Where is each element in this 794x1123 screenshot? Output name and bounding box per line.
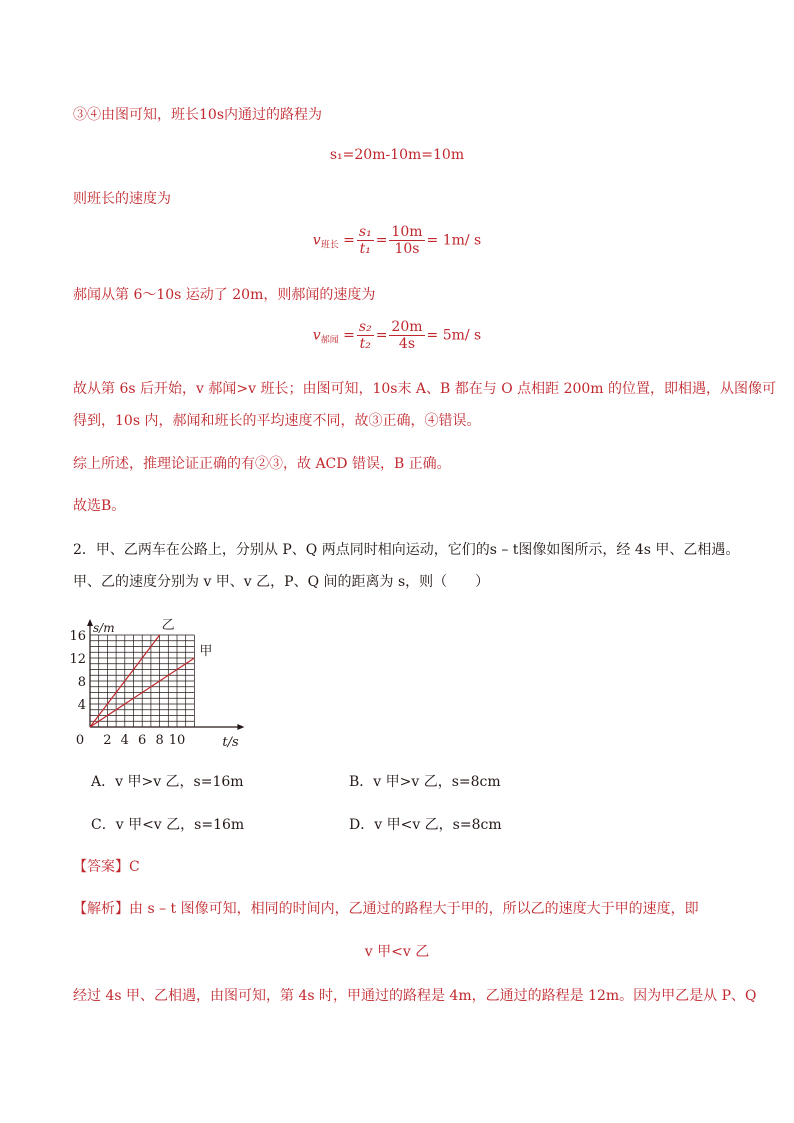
equation: v 甲<v 乙 — [364, 944, 430, 960]
x-tick-label: 6 — [138, 733, 147, 748]
y-tick-label: 8 — [77, 675, 86, 690]
option-c: C．v 甲<v 乙，s=16m — [91, 817, 245, 833]
option-a: A．v 甲>v 乙，s=16m — [91, 774, 244, 790]
option-d: D．v 甲<v 乙，s=8cm — [349, 817, 502, 833]
answer-label: 【答案】 — [73, 859, 129, 875]
series-label: 乙 — [161, 618, 175, 633]
analysis-next: 经过 4s 甲、乙相遇，由图可知，第 4s 时，甲通过的路程是 4m，乙通过的路程是 12m。因为甲乙是从 P、Q — [73, 988, 757, 1004]
answer — [73, 856, 140, 876]
equation: s₁=20m-10m=10m — [329, 147, 465, 163]
question-line: 甲、乙的速度分别为 v 甲、v 乙，P、Q 间的距离为 s，则（ ） — [73, 574, 490, 590]
y-tick-label: 4 — [77, 698, 86, 713]
analysis-label: 【解析】 — [73, 901, 129, 917]
series-label: 甲 — [199, 644, 213, 659]
paragraph: 则班长的速度为 — [73, 191, 171, 207]
y-tick-label: 16 — [69, 629, 86, 644]
y-tick-label: 12 — [69, 652, 86, 667]
answer-value: C — [129, 859, 140, 875]
x-tick-label: 8 — [155, 733, 164, 748]
paragraph: 郝闻从第 6～10s 运动了 20m，则郝闻的速度为 — [73, 287, 376, 303]
analysis — [73, 898, 699, 918]
question-line: 2．甲、乙两车在公路上，分别从 P、Q 两点同时相向运动，它们的s – t图像如图所示，经 4s 甲、乙相遇。 — [73, 542, 740, 558]
analysis-text: 由 s – t 图像可知，相同的时间内，乙通过的路程大于甲的，所以乙的速度大于甲的速度，即 — [129, 901, 699, 917]
paragraph: ③④由图可知，班长10s内通过的路程为 — [73, 107, 322, 123]
paragraph: 故从第 6s 后开始，v 郝闻>v 班长；由图可知，10s末 A、B 都在与 O 点相距 200m 的位置，即相遇，从图像可 — [73, 381, 777, 397]
x-axis-label: t/s — [222, 735, 239, 750]
x-tick-label: 10 — [168, 733, 186, 748]
paragraph: 故选B。 — [73, 498, 126, 514]
x-tick-label: 4 — [120, 733, 129, 748]
equation-speed-2: $v_{郝闻}$ = $\frac{\text{s₂}}{\text{t₂}}$ = $\frac{20m}{4s}$ = 5m/ s — [312, 319, 482, 352]
option-b: B．v 甲>v 乙，s=8cm — [349, 774, 501, 790]
paragraph: 综上所述，推理论证正确的有②③，故 ACD 错误，B 正确。 — [73, 456, 451, 472]
y-axis-label: s/m — [93, 621, 115, 635]
paragraph: 得到，10s 内，郝闻和班长的平均速度不同，故③正确，④错误。 — [73, 413, 481, 429]
x-tick-label: 2 — [103, 733, 112, 748]
x-axis-arrow — [237, 724, 244, 730]
equation-speed-1: $v_{班长}$ = $\frac{\text{s₁}}{\text{t₁}}$ = $\frac{10m}{10s}$ = 1m/ s — [312, 224, 482, 257]
x-tick-label: 0 — [75, 733, 85, 748]
s-t-chart — [69, 606, 256, 751]
